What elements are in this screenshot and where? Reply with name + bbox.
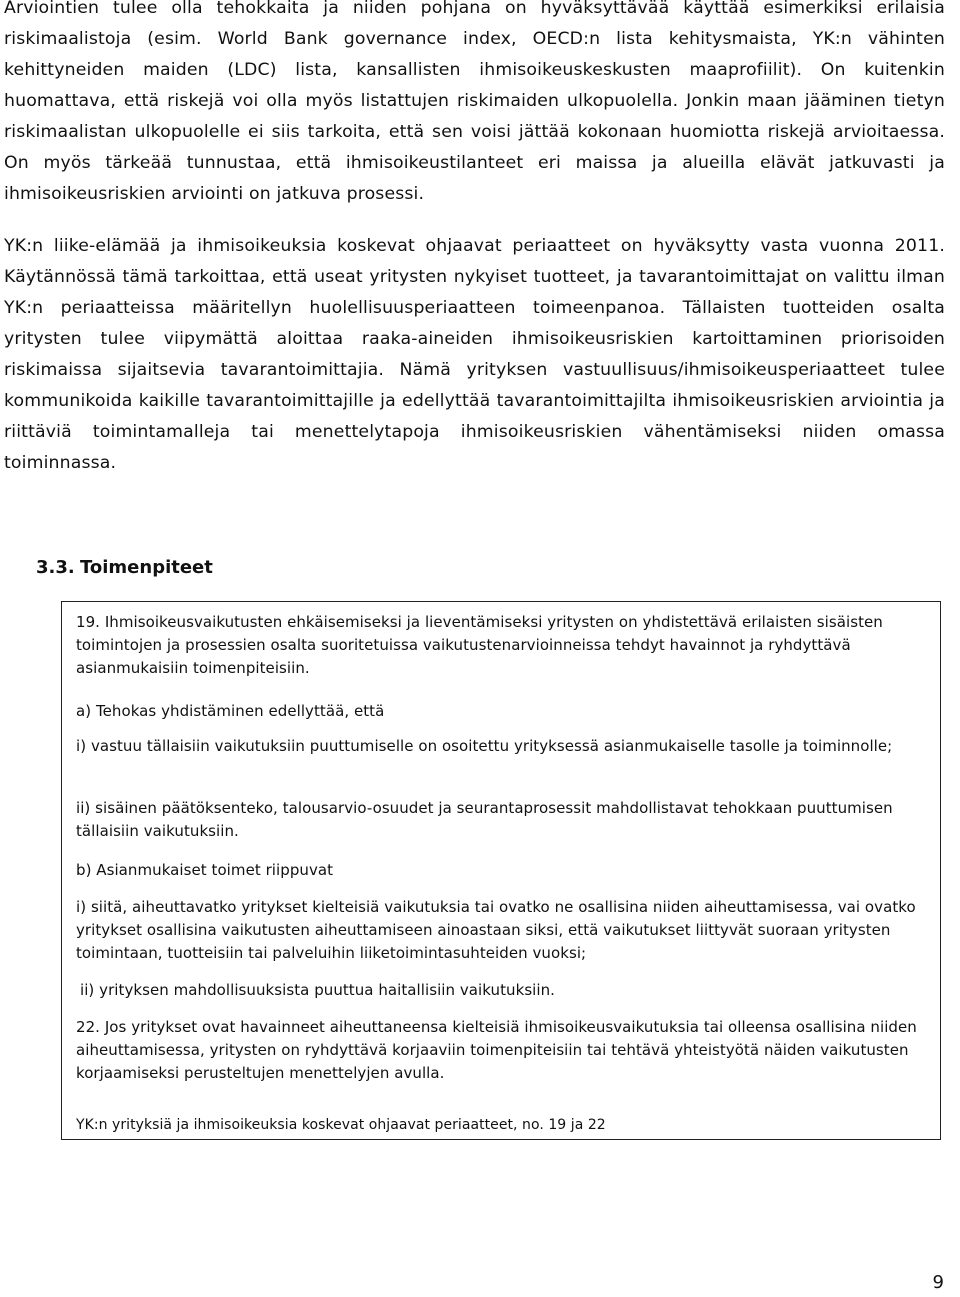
quote-box [61, 601, 941, 1140]
body-paragraph-un-principles: YK:n liike-elämää ja ihmisoikeuksia koskevat ohjaavat periaatteet on hyväksytty vasta vuonna 2011. Käytännössä tämä tarkoittaa, että useat yritysten nykyiset tuotteet, ja tavarantoimittajat on valittu ilman YK:n periaatteissa määritellyn huolellisuusperiaatteen toimeenpanoa. Tällaisten tuotteiden osalta yritysten tulee viipymättä aloittaa raaka-aineiden ihmisoikeusriskien kartoittaminen priorisoiden riskimaissa sijaitsevia tavarantoimittajia. Nämä yrityksen vastuullisuus/ihmisoikeusperiaatteet tulee kommunikoida kaikille tavarantoimittajille ja edellyttää tavarantoimittajilta ihmisoikeusriskien arviointia ja riittäviä toimintamalleja tai menettelytapoja ihmisoikeusriskien vähentämiseksi niiden omassa toiminnassa. [4, 236, 945, 473]
section-heading: 3.3. Toimenpiteet [36, 557, 213, 578]
page-number: 9 [932, 1272, 944, 1293]
item-b-ii: ii) yrityksen mahdollisuuksista puuttua haitallisiin vaikutuksiin. [80, 981, 555, 999]
principle-22-text: 22. Jos yritykset ovat havainneet aiheuttaneensa kielteisiä ihmisoikeusvaikutuksia tai olleensa osallisina niiden aiheuttamisessa, yritysten on ryhdyttävä korjaaviin toimenpiteisiin tai tehtävä yhteistyötä näiden vaikutusten korjaamiseksi perusteltujen menettelyjen avulla. [76, 1018, 917, 1083]
item-a-ii: ii) sisäinen päätöksenteko, talousarvio-osuudet ja seurantaprosessit mahdollistavat tehokkaan puuttumisen tällaisiin vaikutuksiin. [76, 799, 893, 841]
item-b-heading: b) Asianmukaiset toimet riippuvat [76, 861, 334, 879]
principle-19-text: 19. Ihmisoikeusvaikutusten ehkäisemiseksi ja lieventämiseksi yritysten on yhdistettävä erilaisten sisäisten toimintojen ja prosessien osalta suoritetuissa vaikutustenarvioinneissa tehdyt havainnot ja ryhdyttävä asianmukaisiin toimenpiteisiin. [76, 613, 883, 678]
item-a-heading: a) Tehokas yhdistäminen edellyttää, että [76, 702, 385, 720]
source-reference: YK:n yrityksiä ja ihmisoikeuksia koskevat ohjaavat periaatteet, no. 19 ja 22 [76, 1117, 606, 1133]
body-paragraph-risk-lists: Arviointien tulee olla tehokkaita ja niiden pohjana on hyväksyttävää käyttää esimerkiksi erilaisia riskimaalistoja (esim. World Bank governance index, OECD:n lista kehitysmaista, YK:n vähinten kehittyneiden maiden (LDC) lista, kansallisten ihmisoikeuskeskusten maaprofiilit). On kuitenkin huomattava, että riskejä voi olla myös listattujen riskimaiden ulkopuolella. Jonkin maan jääminen tietyn riskimaalistan ulkopuolelle ei siis tarkoita, että sen voisi jättää kokonaan huomiotta riskejä arvioitaessa. On myös tärkeää tunnustaa, että ihmisoikeustilanteet eri maissa ja alueilla elävät jatkuvasti ja ihmisoikeusriskien arviointi on jatkuva prosessi. [4, 0, 945, 204]
item-a-i: i) vastuu tällaisiin vaikutuksiin puuttumiselle on osoitettu yrityksessä asianmukaiselle tasolle ja toiminnolle; [76, 737, 893, 755]
item-b-i: i) siitä, aiheuttavatko yritykset kielteisiä vaikutuksia tai ovatko ne osallisina niiden aiheuttamisessa, vai ovatko yritykset osallisina vaikutusten aiheuttamiseen ainoastaan siksi, että vaikutukset liittyvät suoraan yritysten toimintaan, tuotteisiin tai palveluihin liiketoimintasuhteiden vuoksi; [76, 898, 916, 963]
